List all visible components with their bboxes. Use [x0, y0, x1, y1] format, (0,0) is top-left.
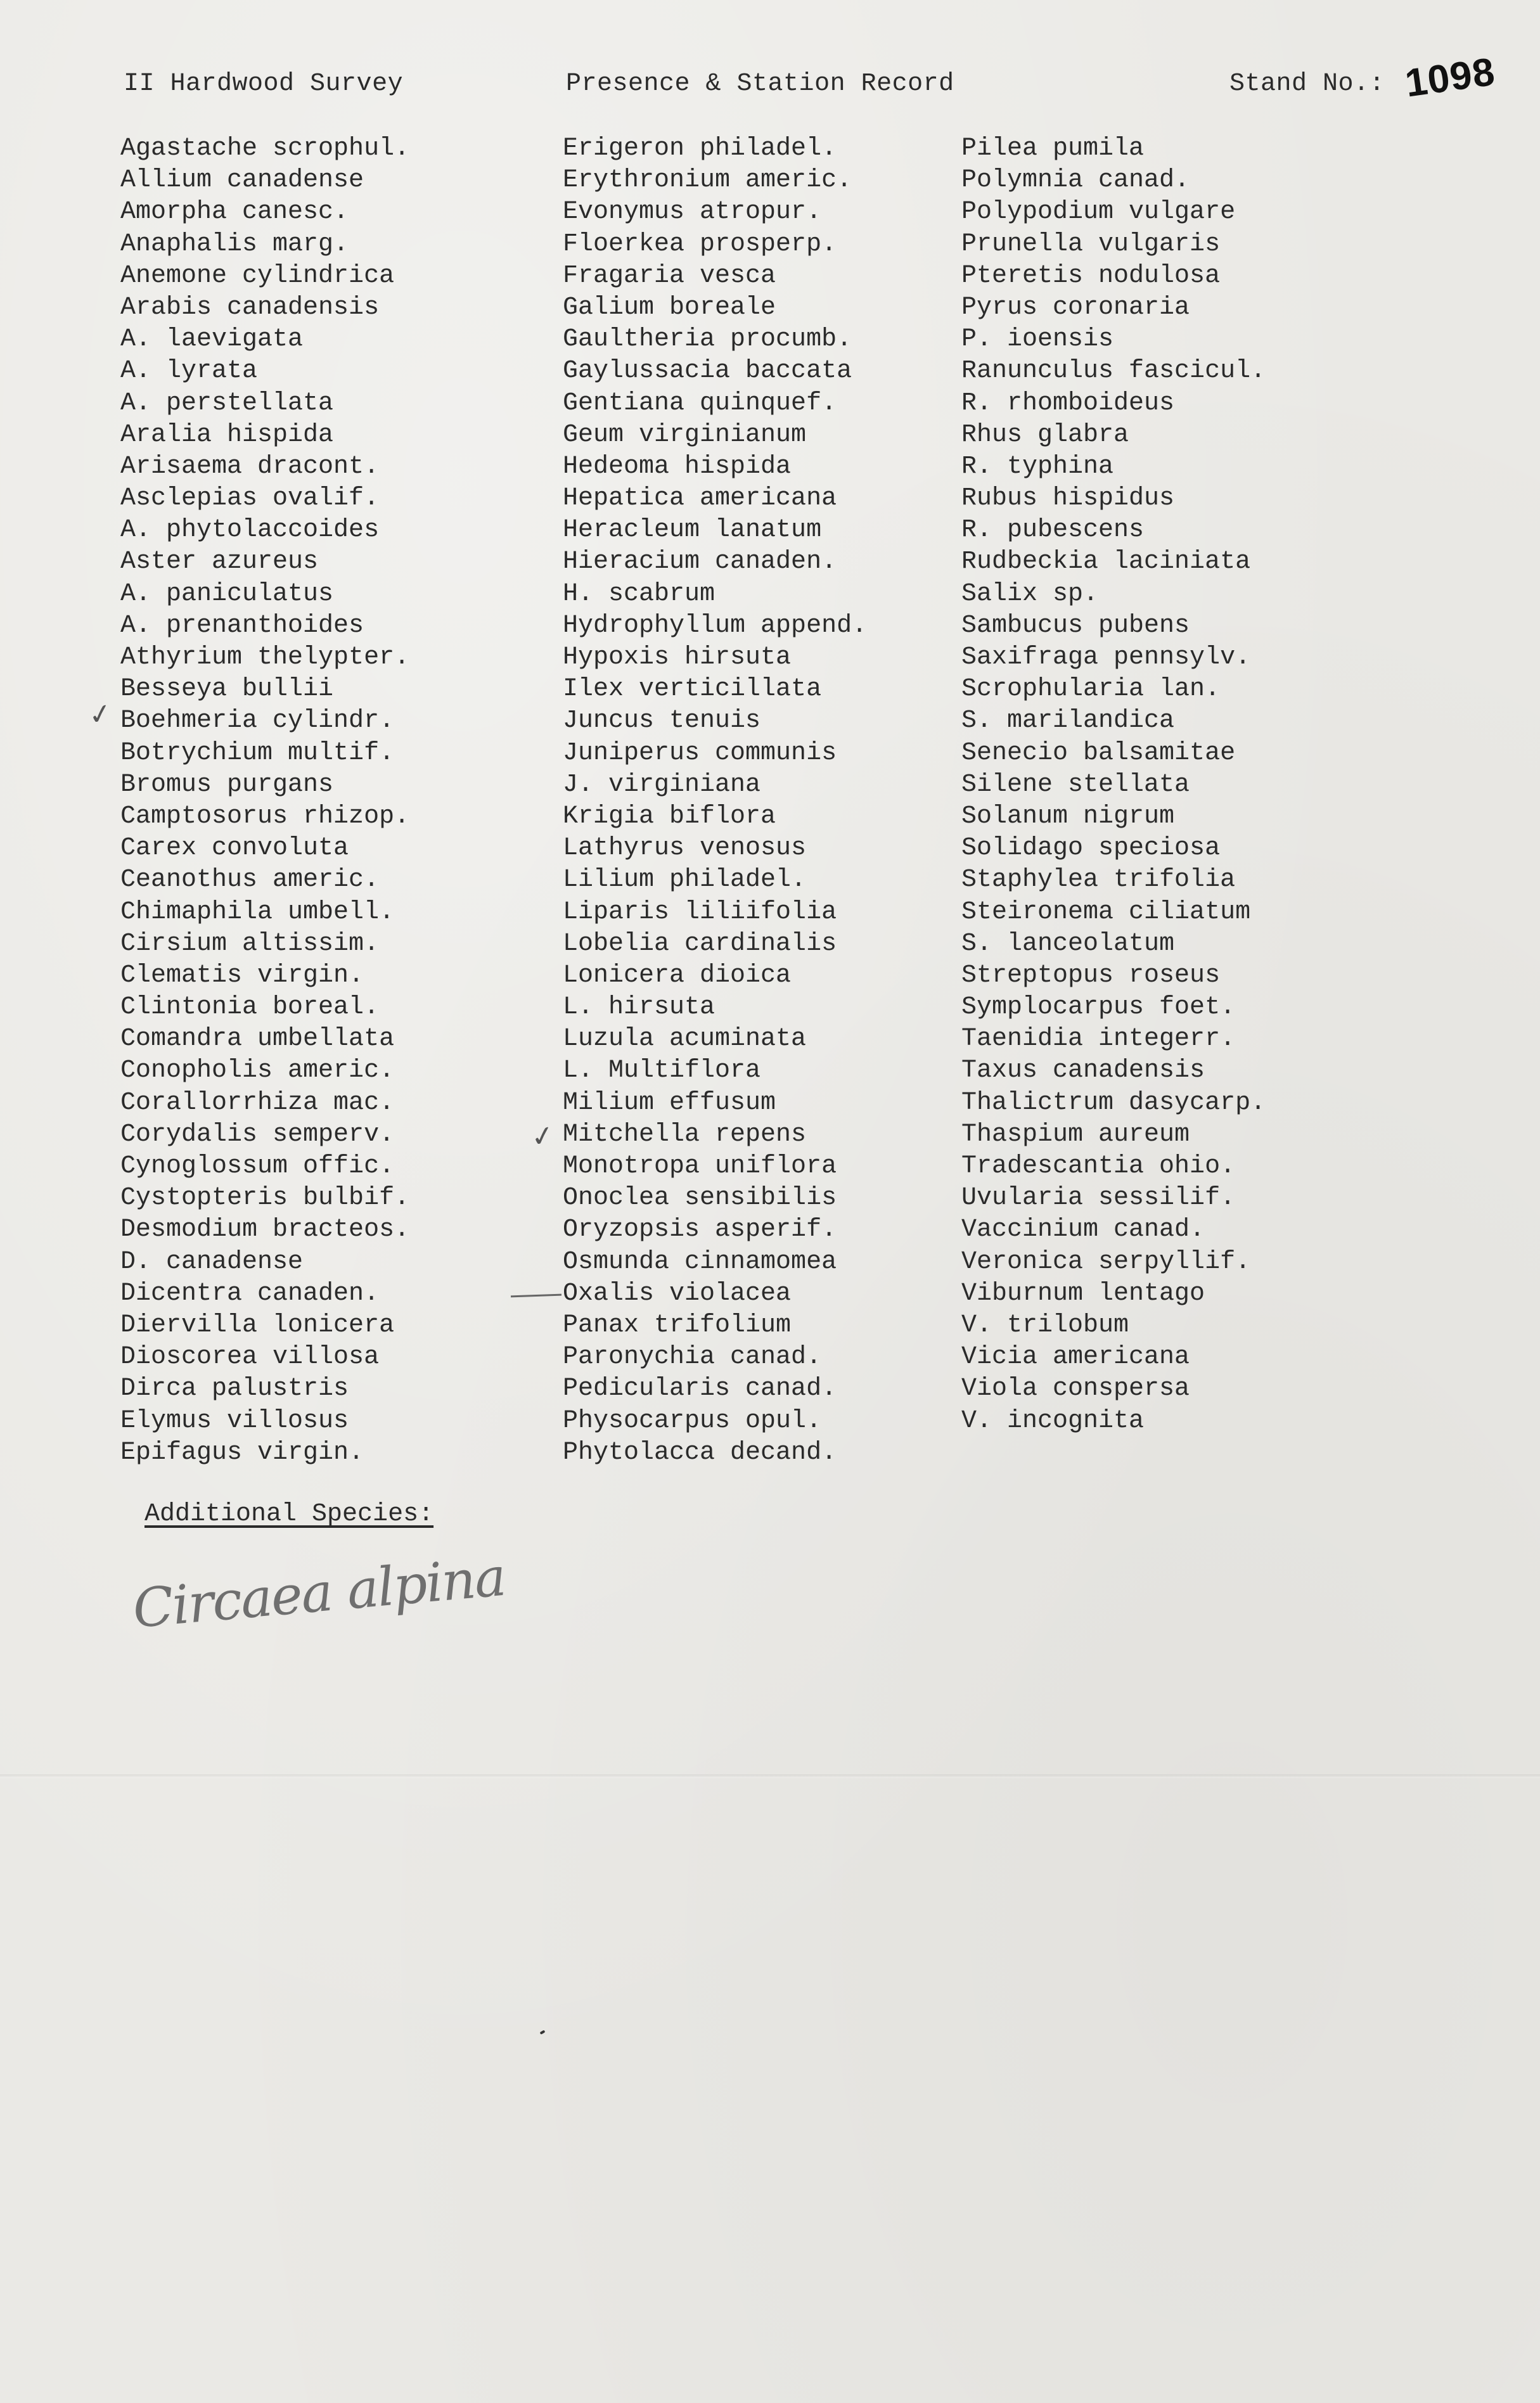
species-item: Hedeoma hispida — [563, 452, 792, 481]
pencil-dash-mark — [511, 1294, 561, 1298]
species-item: Uvularia sessilif. — [961, 1184, 1236, 1213]
species-item: Prunella vulgaris — [961, 229, 1221, 259]
species-item: Hydrophyllum append. — [563, 611, 868, 640]
species-item: Erigeron philadel. — [563, 134, 837, 163]
species-item: Epifagus virgin. — [120, 1438, 364, 1467]
species-item: Viburnum lentago — [961, 1279, 1205, 1308]
species-item: Gaylussacia baccata — [563, 357, 852, 386]
species-item: Arabis canadensis — [120, 293, 380, 322]
species-item: Onoclea sensibilis — [563, 1184, 837, 1213]
species-item: Osmunda cinnamomea — [563, 1247, 837, 1276]
species-item: Steironema ciliatum — [961, 897, 1251, 926]
species-item: Camptosorus rhizop. — [120, 802, 410, 831]
species-item: Ilex verticillata — [563, 675, 822, 704]
species-item: Pilea pumila — [961, 134, 1145, 163]
paper-fold-line — [0, 1774, 1540, 1778]
species-item: Veronica serpyllif. — [961, 1247, 1251, 1276]
species-item: Galium boreale — [563, 293, 776, 322]
species-item: Monotropa uniflora — [563, 1152, 837, 1181]
species-item: Chimaphila umbell. — [120, 897, 395, 926]
species-item: H. scabrum — [563, 579, 715, 608]
species-item: Taenidia integerr. — [961, 1025, 1236, 1054]
species-item: Polymnia canad. — [961, 166, 1190, 195]
species-item: Vicia americana — [961, 1343, 1190, 1372]
species-item: Cynoglossum offic. — [120, 1152, 395, 1181]
species-item: Rubus hispidus — [961, 484, 1175, 513]
species-item: Panax trifolium — [563, 1310, 792, 1340]
species-item: Tradescantia ohio. — [961, 1152, 1236, 1181]
stand-number-stamp: 1098 — [1402, 49, 1498, 106]
species-item: Lathyrus venosus — [563, 834, 807, 863]
species-item: Carex convoluta — [120, 834, 349, 863]
species-item: Solanum nigrum — [961, 802, 1175, 831]
species-item: Physocarpus opul. — [563, 1406, 822, 1435]
species-item: Rhus glabra — [961, 420, 1129, 449]
species-item: Anaphalis marg. — [120, 229, 349, 259]
species-item: S. marilandica — [961, 707, 1175, 736]
stand-label: Stand No.: — [1229, 70, 1385, 98]
species-item: Clintonia boreal. — [120, 993, 380, 1022]
species-item: V. trilobum — [961, 1310, 1129, 1340]
species-item: Bromus purgans — [120, 770, 334, 799]
species-item: Floerkea prosperp. — [563, 229, 837, 259]
species-item: Sambucus pubens — [961, 611, 1190, 640]
species-item: Asclepias ovalif. — [120, 484, 380, 513]
species-item: Oryzopsis asperif. — [563, 1215, 837, 1245]
species-item: Polypodium vulgare — [961, 198, 1236, 227]
species-item: Krigia biflora — [563, 802, 776, 831]
species-item: Ceanothus americ. — [120, 866, 380, 895]
species-item: Athyrium thelypter. — [120, 643, 410, 672]
species-item: Salix sp. — [961, 579, 1099, 608]
species-item: V. incognita — [961, 1406, 1145, 1435]
species-item: D. canadense — [120, 1247, 304, 1276]
checkmark-icon: ✓ — [86, 696, 115, 733]
species-item: Ranunculus fascicul. — [961, 357, 1266, 386]
species-item: Streptopus roseus — [961, 961, 1221, 990]
survey-title: II Hardwood Survey — [124, 70, 404, 98]
species-item: Pedicularis canad. — [563, 1375, 837, 1404]
species-item: Solidago speciosa — [961, 834, 1221, 863]
species-item: Luzula acuminata — [563, 1025, 807, 1054]
species-item: Juniperus communis — [563, 738, 837, 767]
species-item: Senecio balsamitae — [961, 738, 1236, 767]
species-item: Conopholis americ. — [120, 1056, 395, 1086]
handwritten-species-note: Circaea alpina — [130, 1545, 508, 1640]
species-item: Anemone cylindrica — [120, 261, 395, 290]
species-item: J. virginiana — [563, 770, 761, 799]
species-item: Paronychia canad. — [563, 1343, 822, 1372]
species-item: A. lyrata — [120, 357, 258, 386]
species-item: Gaultheria procumb. — [563, 325, 852, 354]
species-item: Fragaria vesca — [563, 261, 776, 290]
species-item: Liparis liliifolia — [563, 897, 837, 926]
species-item: Geum virginianum — [563, 420, 807, 449]
species-item: Hepatica americana — [563, 484, 837, 513]
species-item: A. phytolaccoides — [120, 516, 380, 545]
species-item: Mitchella repens — [563, 1120, 807, 1149]
species-item: Lobelia cardinalis — [563, 929, 837, 958]
species-item: Silene stellata — [961, 770, 1190, 799]
species-item: Corydalis semperv. — [120, 1120, 395, 1149]
species-item: Taxus canadensis — [961, 1056, 1205, 1086]
species-item: Clematis virgin. — [120, 961, 364, 990]
species-item: Allium canadense — [120, 166, 364, 195]
additional-species-label: Additional Species: — [144, 1500, 434, 1528]
species-item: Amorpha canesc. — [120, 198, 349, 227]
species-item: S. lanceolatum — [961, 929, 1175, 958]
species-item: R. rhomboideus — [961, 388, 1175, 418]
species-item: Thaspium aureum — [961, 1120, 1190, 1149]
species-item: Besseya bullii — [120, 675, 334, 704]
species-item: Pteretis nodulosa — [961, 261, 1221, 290]
species-column-1 — [120, 133, 409, 1469]
species-item: Dioscorea villosa — [120, 1343, 380, 1372]
species-item: L. Multiflora — [563, 1056, 761, 1086]
species-item: Vaccinium canad. — [961, 1215, 1205, 1245]
species-item: Botrychium multif. — [120, 738, 395, 767]
species-item: Saxifraga pennsylv. — [961, 643, 1251, 672]
species-item: Aster azureus — [120, 548, 319, 577]
species-item: A. laevigata — [120, 325, 304, 354]
species-item: Cystopteris bulbif. — [120, 1184, 410, 1213]
species-item: A. prenanthoides — [120, 611, 364, 640]
species-item: Dicentra canaden. — [120, 1279, 380, 1308]
species-item: Milium effusum — [563, 1088, 776, 1117]
species-item: Evonymus atropur. — [563, 198, 822, 227]
species-item: Rudbeckia laciniata — [961, 548, 1251, 577]
species-item: A. perstellata — [120, 388, 334, 418]
species-item: Thalictrum dasycarp. — [961, 1088, 1266, 1117]
species-item: A. paniculatus — [120, 579, 334, 608]
species-item: Aralia hispida — [120, 420, 334, 449]
record-title: Presence & Station Record — [566, 70, 954, 98]
species-item: Scrophularia lan. — [961, 675, 1221, 704]
species-item: Elymus villosus — [120, 1406, 349, 1435]
species-item: R. pubescens — [961, 516, 1145, 545]
species-item: Hypoxis hirsuta — [563, 643, 792, 672]
checkmark-icon: ✓ — [528, 1118, 558, 1155]
species-item: L. hirsuta — [563, 993, 715, 1022]
species-item: Pyrus coronaria — [961, 293, 1190, 322]
species-item: Gentiana quinquef. — [563, 388, 837, 418]
species-item: Juncus tenuis — [563, 707, 761, 736]
species-item: R. typhina — [961, 452, 1114, 481]
species-item: Heracleum lanatum — [563, 516, 822, 545]
ink-speck — [540, 2030, 546, 2034]
species-column-2 — [563, 133, 867, 1469]
species-item: Hieracium canaden. — [563, 548, 837, 577]
species-item: Staphylea trifolia — [961, 866, 1236, 895]
species-item: Viola conspersa — [961, 1375, 1190, 1404]
species-item: Symplocarpus foet. — [961, 993, 1236, 1022]
species-item: Agastache scrophul. — [120, 134, 410, 163]
species-item: Cirsium altissim. — [120, 929, 380, 958]
species-item: Phytolacca decand. — [563, 1438, 837, 1467]
species-item: P. ioensis — [961, 325, 1114, 354]
species-column-3 — [961, 133, 1266, 1437]
species-item: Desmodium bracteos. — [120, 1215, 410, 1245]
species-item: Dirca palustris — [120, 1375, 349, 1404]
species-item: Oxalis violacea — [563, 1279, 792, 1308]
species-item: Erythronium americ. — [563, 166, 852, 195]
species-item: Diervilla lonicera — [120, 1310, 395, 1340]
species-item: Corallorrhiza mac. — [120, 1088, 395, 1117]
species-item: Lonicera dioica — [563, 961, 792, 990]
species-item: Comandra umbellata — [120, 1025, 395, 1054]
species-item: Lilium philadel. — [563, 866, 807, 895]
species-item: Arisaema dracont. — [120, 452, 380, 481]
species-item: Boehmeria cylindr. — [120, 707, 395, 736]
